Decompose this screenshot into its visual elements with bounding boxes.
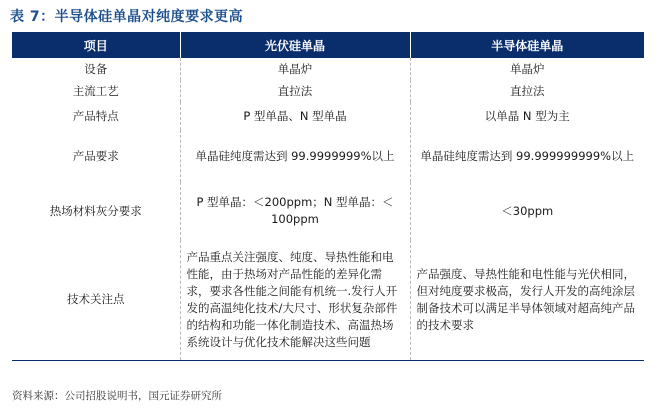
pv-cell: 直拉法: [180, 80, 410, 102]
table-row: [12, 130, 644, 182]
pv-cell: P 型单晶：＜200ppm；N 型单晶：＜100ppm: [180, 182, 410, 240]
semi-cell: 单晶炉: [410, 58, 644, 80]
row-label: 设备: [84, 61, 108, 76]
table-header-row: [12, 32, 644, 58]
comparison-table: [12, 32, 644, 361]
row-label: 产品特点: [72, 108, 119, 123]
header-pv-silicon: 光伏硅单晶: [180, 32, 410, 58]
header-semiconductor-silicon: 半导体硅单晶: [410, 32, 644, 58]
table-row: [12, 80, 644, 102]
semi-cell: ＜30ppm: [410, 182, 644, 240]
table-row: [12, 58, 644, 80]
semi-cell: 直拉法: [410, 80, 644, 102]
table-row: [12, 182, 644, 240]
pv-cell: 单晶硅纯度需达到 99.9999999%以上: [180, 130, 410, 182]
row-label: 主流工艺: [72, 83, 119, 98]
semi-cell: 产品强度、导热性能和电性能与光伏相同，但对纯度要求极高，发行人开发的高纯涂层制备技术可以满足半导体领域对超高纯产品的技术要求: [410, 240, 644, 360]
row-label: 技术关注点: [12, 240, 180, 360]
table-row: [12, 240, 644, 360]
pv-cell: 产品重点关注强度、纯度、导热性能和电性能，由于热场对产品性能的差异化需求，要求各性能之间能有机统一.发行人开发的高温纯化技术/大尺寸、形状复杂部件的结构和功能一体化制造技术、高温热场系统设计与优化技术能解决这些问题: [180, 240, 410, 360]
pv-cell: 单晶炉: [180, 58, 410, 80]
header-item: 项目: [12, 32, 180, 58]
row-label: 热场材料灰分要求: [49, 203, 142, 218]
row-label: 产品要求: [72, 148, 119, 163]
semi-cell: 单晶硅纯度需达到 99.999999999%以上: [410, 130, 644, 182]
source-note: 资料来源：公司招股说明书，国元证券研究所: [12, 390, 222, 402]
pv-cell: P 型单晶、N 型单晶: [180, 102, 410, 130]
table-title: 表 7：半导体硅单晶对纯度要求更高: [10, 9, 244, 25]
semi-cell: 以单晶 N 型为主: [410, 102, 644, 130]
table-row: [12, 102, 644, 130]
